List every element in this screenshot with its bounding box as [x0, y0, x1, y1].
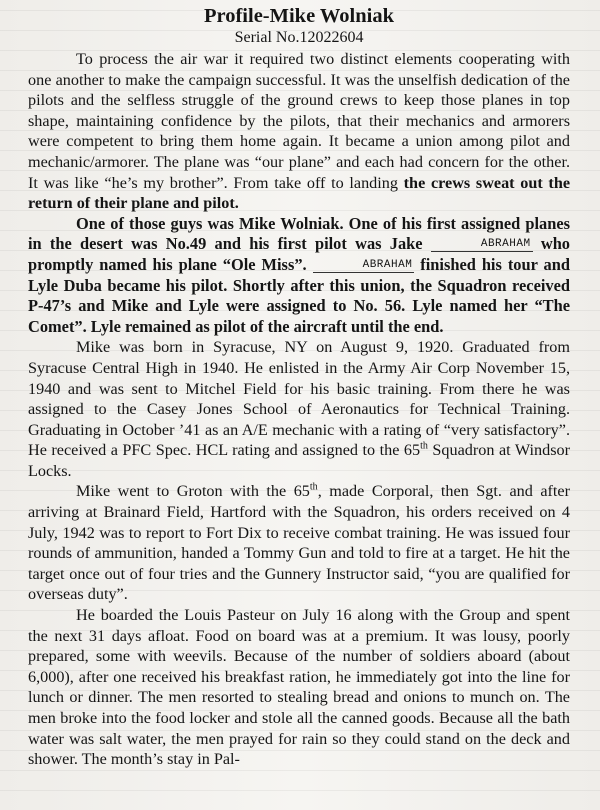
paragraph-intro-text: To process the air war it required two distinct elements cooperating with one another to make the campaign successful. It was the unselfish dedication of the pilots and the selfless struggle of the ground crews to keep those planes in top shape, maintaining confidence by the pilots, that their mechanics and armorers were competent to bring them home again. It became a union among pilot and mechanic/armorer. The plane was “our plane” and each had concern for the other. It was like “he’s my brother”. From take off to landing	[28, 50, 570, 192]
paragraph-intro	[28, 49, 570, 214]
name-stamp-abraham-1: ABRAHAM	[431, 238, 533, 252]
p4-text-a: Mike went to Groton with the 65	[76, 482, 310, 501]
paragraph-louis-pasteur: He boarded the Louis Pasteur on July 16 along with the Group and spent the next 31 days afloat. Food on board was at a premium. It was lousy, poorly prepared, some with weevils. Because of the number of soldiers aboard (about 6,000), after one received his breakfast ration, he immediately got into the line for lunch or dinner. The men resorted to stealing bread and onions to munch on. The men broke into the food locker and stole all the canned goods. Because all the bath water was salt water, the men prayed for rain so they could stand on the deck and shower. The month’s stay in Pal-	[28, 606, 570, 769]
serial-number: Serial No.12022604	[234, 29, 364, 46]
p3-text-b: Squadron at Windsor Locks.	[28, 441, 570, 480]
paragraph-mike-assignment	[28, 214, 570, 338]
p4-text-b: , made Corporal, then Sgt. and after arriving at Brainard Field, Hartford with the Squadron, his orders received on 4 July, 1942 was to report to Fort Dix to receive combat training. He was issued four rounds of ammunition, handed a Tommy Gun and told to fire at a target. He hit the target once out of four tries and the Gunnery Instructor said, “you are qualified for overseas duty”.	[28, 482, 570, 604]
paragraph-biography	[28, 337, 570, 481]
p2-text-a: One of those guys was Mike Wolniak. One of his first assigned planes in the desert was No.49 and his first pilot was Jake	[28, 213, 570, 254]
paragraph-intro-bold: the crews sweat out the return of their plane and pilot.	[28, 173, 571, 213]
p2-text-c: finished his tour and Lyle Duba became his pilot. Shortly after this union, the Squadron received P-47’s and Mike and Lyle were assigned to No. 56. Lyle named her “The Comet”. Lyle remained as pilot of the aircraft until the end.	[28, 254, 570, 336]
p3-superscript: th	[420, 440, 428, 452]
p4-superscript: th	[309, 482, 318, 494]
p3-text-a: Mike was born in Syracuse, NY on August 9, 1920. Graduated from Syracuse Central High in 1940. He enlisted in the Army Air Corp November 15, 1940 and was sent to Mitchel Field for his basic training. From there he was assigned to the Casey Jones School of Aeronautics for Technical Training. Graduating in October ’41 as an A/E mechanic with a rating of “very satisfactory”. He received a PFC Spec. HCL rating and assigned to the 65	[28, 338, 570, 460]
name-stamp-abraham-2: ABRAHAM	[313, 259, 415, 273]
page-title: Profile-Mike Wolniak	[203, 5, 394, 27]
paragraph-groton	[28, 481, 570, 605]
p2-text-b: who promptly named his plane “Ole Miss”.	[28, 234, 571, 274]
